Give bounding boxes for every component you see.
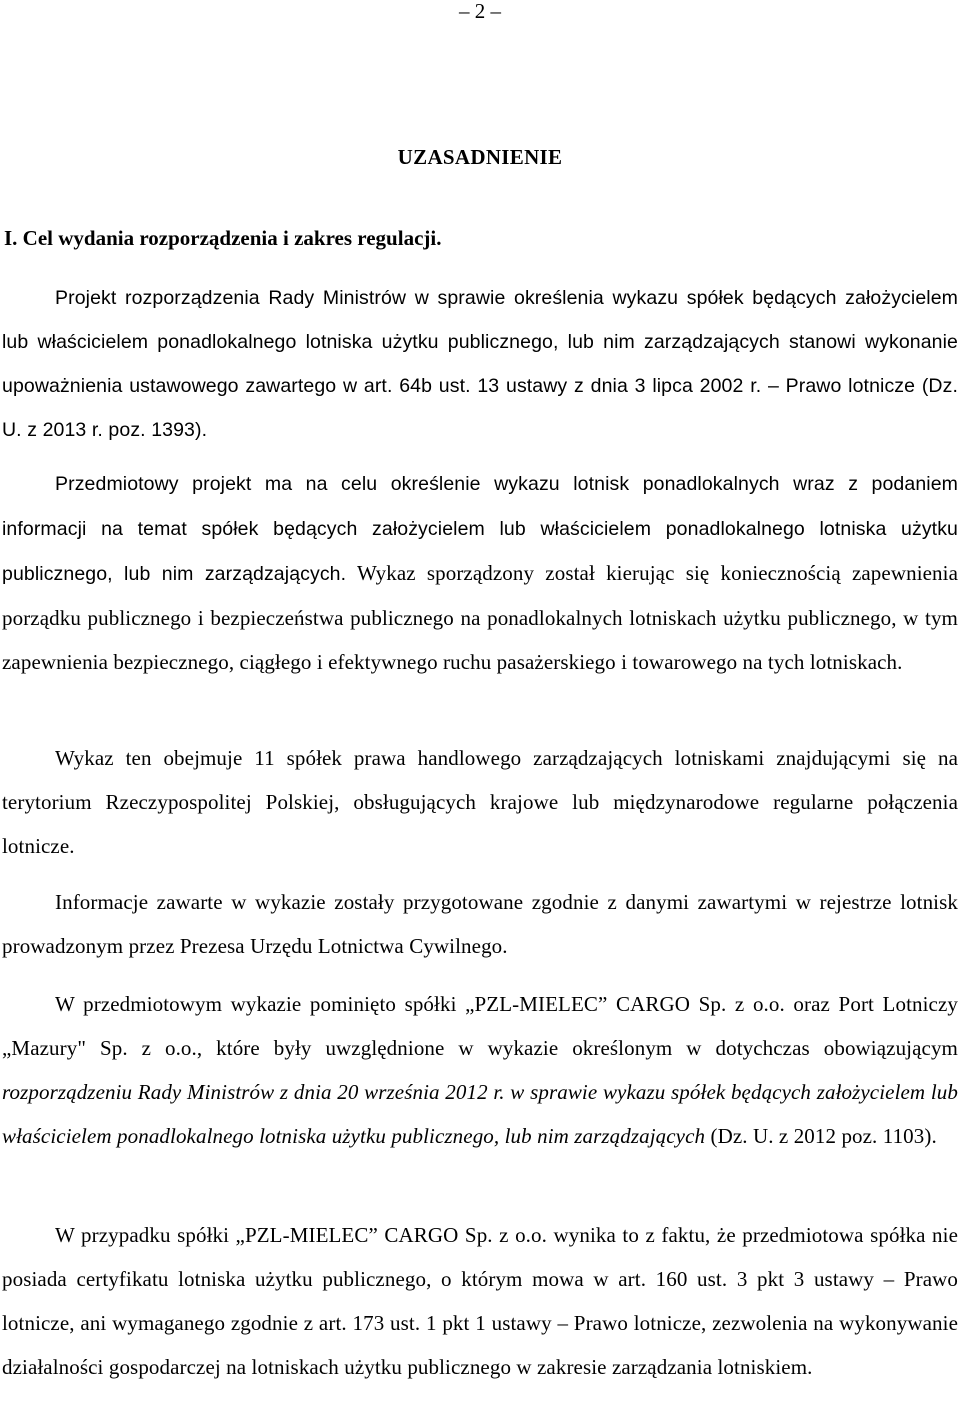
regulation-title: rozporządzeniu Rady Ministrów z dnia 20 września 2012 r. w sprawie wykazu spółek będących założycielem lub właścicielem ponadlokalnego lotniska użytku publicznego, lub nim zarządzających: [2, 1080, 958, 1148]
paragraph-omitted-companies: [2, 982, 958, 1158]
paragraph-omitted-after: (Dz. U. z 2012 poz. 1103).: [705, 1124, 937, 1148]
paragraph-purpose-part2: Wykaz sporządzony został kierując się koniecznością zapewnienia porządku publicznego i bezpieczeństwa publicznego na ponadlokalnych lotniskach użytku publicznego, w tym zapewnienia bezpiecznego, ciągłego i efektywnego ruchu pasażerskiego i towarowego na tych lotniskach.: [2, 561, 959, 674]
document-title: UZASADNIENIE: [397, 145, 563, 169]
paragraph-scope: Wykaz ten obejmuje 11 spółek prawa handlowego zarządzających lotniskami znajdującymi się na terytorium Rzeczypospolitej Polskiej, obsługujących krajowe lub międzynarodowe regularne połączenia lotnicze.: [2, 746, 958, 858]
page-number: – 2 –: [459, 0, 501, 23]
paragraph-pzl-mielec-reason: W przypadku spółki „PZL-MIELEC” CARGO Sp. z o.o. wynika to z faktu, że przedmiotowa spółka nie posiada certyfikatu lotniska użytku publicznego, o którym mowa w art. 160 ust. 3 pkt 3 ustawy – Prawo lotnicze, ani wymaganego zgodnie z art. 173 ust. 1 pkt 1 ustawy – Prawo lotnicze, zezwolenia na wykonywanie działalności gospodarczej na lotniskach użytku publicznego w zakresie zarządzania lotniskiem.: [2, 1223, 958, 1379]
paragraph-omitted-before: W przedmiotowym wykazie pominięto spółki „PZL-MIELEC” CARGO Sp. z o.o. oraz Port Lotniczy „Mazury" Sp. z o.o., które były uwzględnione w wykazie określonym w dotychczas obowiązującym: [2, 992, 958, 1060]
paragraph-purpose: [2, 461, 958, 684]
paragraph-purpose-part1: Przedmiotowy projekt ma na celu określenie wykazu lotnisk ponadlokalnych wraz z podaniem informacji na temat spółek będących założycielem lub właścicielem ponadlokalnego lotniska użytku publicznego, lub nim zarządzających.: [2, 473, 958, 585]
paragraph-legal-basis: Projekt rozporządzenia Rady Ministrów w sprawie określenia wykazu spółek będących założycielem lub właścicielem ponadlokalnego lotniska użytku publicznego, lub nim zarządzających stanowi wykonanie upoważnienia ustawowego zawartego w art. 64b ust. 13 ustawy z dnia 3 lipca 2002 r. – Prawo lotnicze (Dz. U. z 2013 r. poz. 1393).: [2, 287, 958, 441]
paragraph-source: Informacje zawarte w wykazie zostały przygotowane zgodnie z danymi zawartymi w rejestrze lotnisk prowadzonym przez Prezesa Urzędu Lotnictwa Cywilnego.: [2, 890, 958, 958]
section-heading: I. Cel wydania rozporządzenia i zakres regulacji.: [4, 226, 442, 250]
